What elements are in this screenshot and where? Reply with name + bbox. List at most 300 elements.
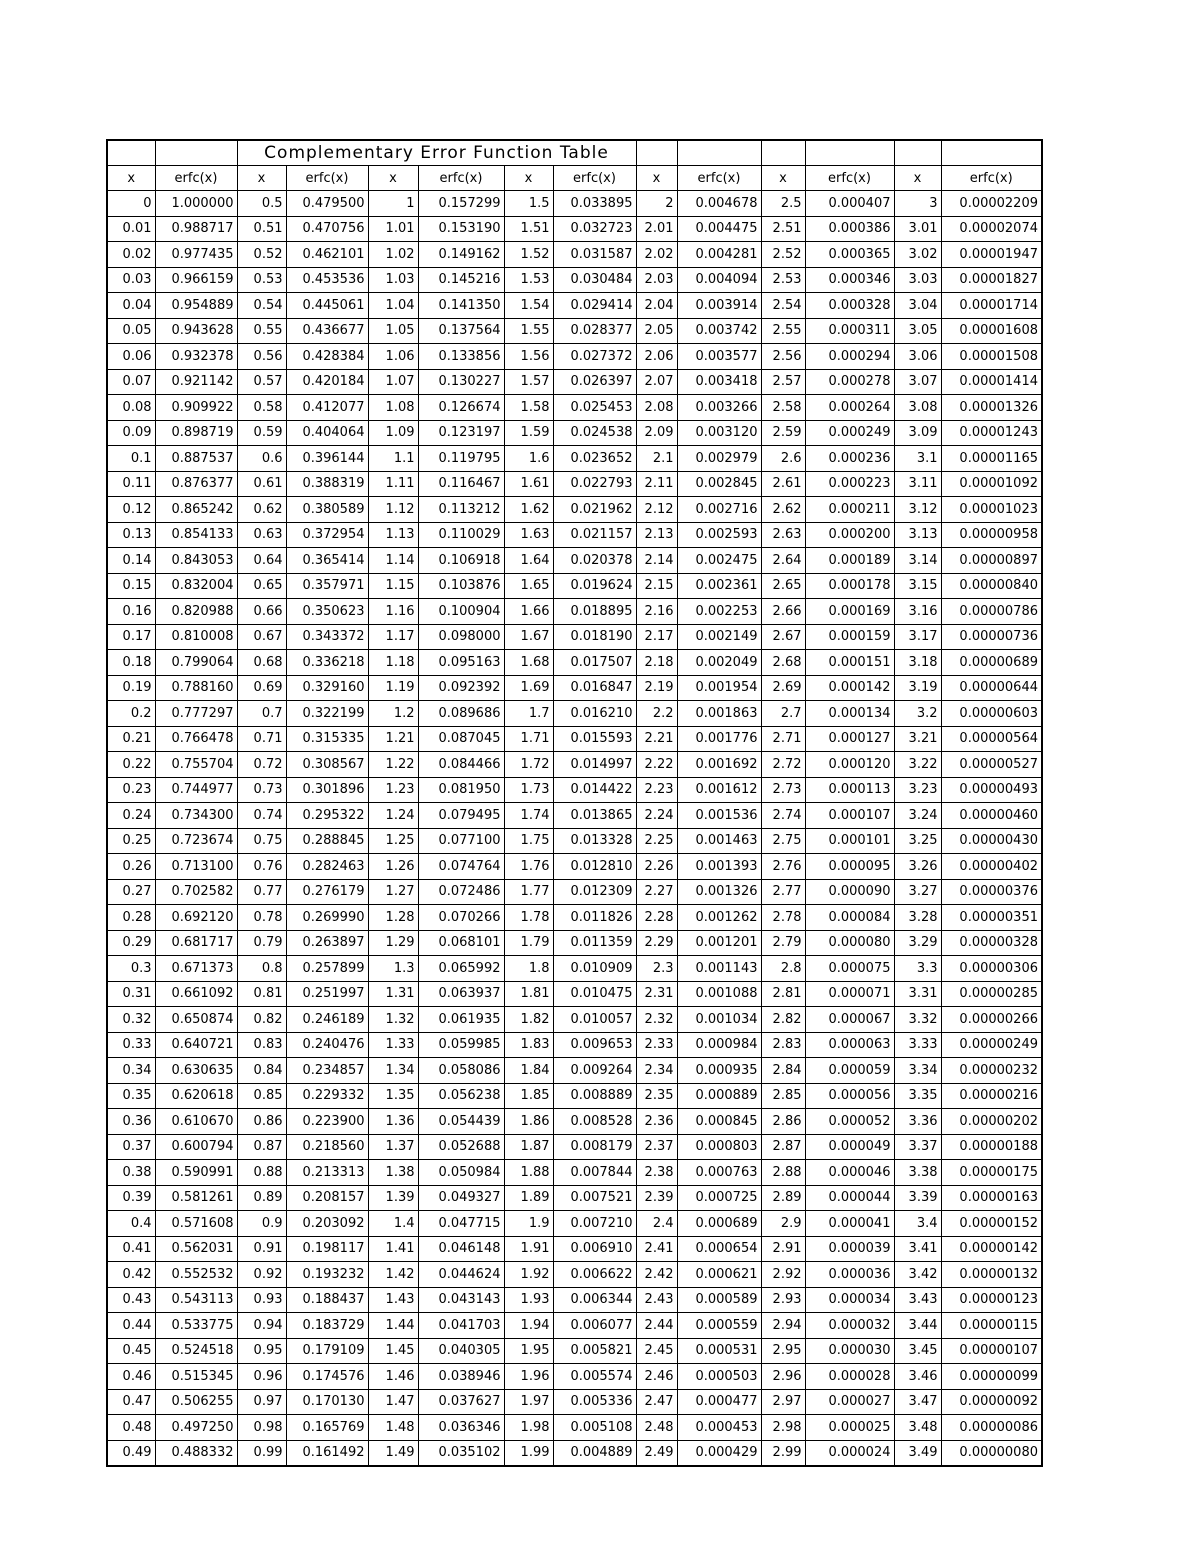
table-row	[107, 956, 1042, 982]
x-value-cell: 0.56	[237, 344, 286, 370]
erfc-value-cell: 0.329160	[286, 675, 368, 701]
erfc-value-cell: 0.029414	[553, 293, 636, 319]
x-value-cell: 1.64	[504, 548, 553, 574]
table-row	[107, 1262, 1042, 1288]
erfc-value-cell: 0.003266	[677, 395, 761, 421]
x-value-cell: 1.47	[368, 1389, 418, 1415]
x-value-cell: 2.72	[761, 752, 805, 778]
x-value-cell: 0.5	[237, 191, 286, 217]
erfc-value-cell: 0.00000430	[941, 828, 1042, 854]
x-value-cell: 0.25	[107, 828, 155, 854]
x-value-cell: 1.07	[368, 369, 418, 395]
erfc-value-cell: 0.350623	[286, 599, 368, 625]
x-value-cell: 0.78	[237, 905, 286, 931]
erfc-value-cell: 0.843053	[155, 548, 237, 574]
erfc-value-cell: 0.610670	[155, 1109, 237, 1135]
x-value-cell: 0.41	[107, 1236, 155, 1262]
x-value-cell: 0.17	[107, 624, 155, 650]
x-value-cell: 2.59	[761, 420, 805, 446]
erfc-value-cell: 0.009264	[553, 1058, 636, 1084]
x-value-cell: 0.11	[107, 471, 155, 497]
erfc-value-cell: 0.000249	[805, 420, 894, 446]
erfc-value-cell: 0.046148	[418, 1236, 504, 1262]
erfc-value-cell: 0.004281	[677, 242, 761, 268]
erfc-value-cell: 0.001536	[677, 803, 761, 829]
x-value-cell: 0.55	[237, 318, 286, 344]
x-value-cell: 0.14	[107, 548, 155, 574]
x-value-cell: 1.8	[504, 956, 553, 982]
erfc-value-cell: 0.002979	[677, 446, 761, 472]
x-value-cell: 1.17	[368, 624, 418, 650]
x-value-cell: 2.06	[636, 344, 677, 370]
erfc-value-cell: 0.008889	[553, 1083, 636, 1109]
erfc-value-cell: 0.001201	[677, 930, 761, 956]
erfc-value-cell: 0.755704	[155, 752, 237, 778]
erfc-value-cell: 0.000090	[805, 879, 894, 905]
x-value-cell: 3.3	[894, 956, 941, 982]
x-value-cell: 2.78	[761, 905, 805, 931]
x-value-cell: 2.98	[761, 1415, 805, 1441]
x-value-cell: 2.77	[761, 879, 805, 905]
x-value-cell: 1.99	[504, 1440, 553, 1466]
erfc-value-cell: 0.000178	[805, 573, 894, 599]
erfc-value-cell: 0.734300	[155, 803, 237, 829]
column-header: x	[107, 166, 155, 191]
erfc-value-cell: 0.092392	[418, 675, 504, 701]
x-value-cell: 1.86	[504, 1109, 553, 1135]
x-value-cell: 1.73	[504, 777, 553, 803]
x-value-cell: 0.43	[107, 1287, 155, 1313]
erfc-value-cell: 0.810008	[155, 624, 237, 650]
x-value-cell: 0.07	[107, 369, 155, 395]
erfc-value-cell: 0.025453	[553, 395, 636, 421]
x-value-cell: 1.56	[504, 344, 553, 370]
x-value-cell: 2.52	[761, 242, 805, 268]
erfc-value-cell: 0.004094	[677, 267, 761, 293]
erfc-value-cell: 0.058086	[418, 1058, 504, 1084]
x-value-cell: 3.31	[894, 981, 941, 1007]
erfc-value-cell: 0.050984	[418, 1160, 504, 1186]
x-value-cell: 2.1	[636, 446, 677, 472]
x-value-cell: 0.54	[237, 293, 286, 319]
x-value-cell: 0.32	[107, 1007, 155, 1033]
erfc-value-cell: 0.001262	[677, 905, 761, 931]
x-value-cell: 1.26	[368, 854, 418, 880]
x-value-cell: 1.06	[368, 344, 418, 370]
erfc-value-cell: 0.412077	[286, 395, 368, 421]
table-row	[107, 1313, 1042, 1339]
title-blank-cell	[636, 140, 677, 166]
erfc-value-cell: 0.00000266	[941, 1007, 1042, 1033]
table-row	[107, 1338, 1042, 1364]
x-value-cell: 2.18	[636, 650, 677, 676]
x-value-cell: 0.15	[107, 573, 155, 599]
title-row	[107, 140, 1042, 166]
erfc-value-cell: 0.000386	[805, 216, 894, 242]
erfc-value-cell: 0.552532	[155, 1262, 237, 1288]
erfc-value-cell: 0.954889	[155, 293, 237, 319]
erfc-value-cell: 0.037627	[418, 1389, 504, 1415]
x-value-cell: 2.38	[636, 1160, 677, 1186]
erfc-value-cell: 0.590991	[155, 1160, 237, 1186]
erfc-value-cell: 0.000311	[805, 318, 894, 344]
x-value-cell: 2.64	[761, 548, 805, 574]
erfc-value-cell: 0.223900	[286, 1109, 368, 1135]
erfc-value-cell: 0.009653	[553, 1032, 636, 1058]
erfc-value-cell: 0.000084	[805, 905, 894, 931]
erfc-value-cell: 0.000845	[677, 1109, 761, 1135]
x-value-cell: 2.47	[636, 1389, 677, 1415]
erfc-value-cell: 0.00001165	[941, 446, 1042, 472]
header-row	[107, 166, 1042, 191]
x-value-cell: 2.66	[761, 599, 805, 625]
x-value-cell: 3.4	[894, 1211, 941, 1237]
erfc-value-cell: 0.000589	[677, 1287, 761, 1313]
table-row	[107, 242, 1042, 268]
table-row	[107, 471, 1042, 497]
table-row	[107, 191, 1042, 217]
erfc-value-cell: 0.00000142	[941, 1236, 1042, 1262]
erfc-value-cell: 0.021157	[553, 522, 636, 548]
x-value-cell: 3.49	[894, 1440, 941, 1466]
erfc-value-cell: 0.000046	[805, 1160, 894, 1186]
erfc-value-cell: 0.183729	[286, 1313, 368, 1339]
x-value-cell: 0.33	[107, 1032, 155, 1058]
x-value-cell: 3.46	[894, 1364, 941, 1390]
erfc-value-cell: 0.00000086	[941, 1415, 1042, 1441]
erfc-value-cell: 0.229332	[286, 1083, 368, 1109]
erfc-value-cell: 0.110029	[418, 522, 504, 548]
x-value-cell: 0.99	[237, 1440, 286, 1466]
column-header: x	[504, 166, 553, 191]
table-row	[107, 1032, 1042, 1058]
title-blank-cell	[894, 140, 941, 166]
erfc-value-cell: 0.137564	[418, 318, 504, 344]
x-value-cell: 3.45	[894, 1338, 941, 1364]
x-value-cell: 1.77	[504, 879, 553, 905]
erfc-value-cell: 0.000059	[805, 1058, 894, 1084]
erfc-value-cell: 0.000107	[805, 803, 894, 829]
table-row	[107, 1389, 1042, 1415]
x-value-cell: 2.3	[636, 956, 677, 982]
erfc-value-cell: 0.000071	[805, 981, 894, 1007]
x-value-cell: 0.45	[107, 1338, 155, 1364]
x-value-cell: 2.71	[761, 726, 805, 752]
erfc-value-cell: 0.00000493	[941, 777, 1042, 803]
table-row	[107, 522, 1042, 548]
erfc-value-cell: 0.00000188	[941, 1134, 1042, 1160]
erfc-value-cell: 0.015593	[553, 726, 636, 752]
erfc-value-cell: 0.00000080	[941, 1440, 1042, 1466]
erfc-value-cell: 0.00000527	[941, 752, 1042, 778]
erfc-value-cell: 0.026397	[553, 369, 636, 395]
erfc-value-cell: 0.420184	[286, 369, 368, 395]
erfc-value-cell: 0.033895	[553, 191, 636, 217]
erfc-value-cell: 0.00000107	[941, 1338, 1042, 1364]
x-value-cell: 1.84	[504, 1058, 553, 1084]
erfc-value-cell: 0.014997	[553, 752, 636, 778]
erfc-value-cell: 0.00001714	[941, 293, 1042, 319]
erfc-value-cell: 0.089686	[418, 701, 504, 727]
erfc-value-cell: 0.001143	[677, 956, 761, 982]
erfc-value-cell: 0.000621	[677, 1262, 761, 1288]
x-value-cell: 3.06	[894, 344, 941, 370]
erfc-value-cell: 0.671373	[155, 956, 237, 982]
x-value-cell: 0.23	[107, 777, 155, 803]
erfc-value-cell: 0.019624	[553, 573, 636, 599]
x-value-cell: 0.13	[107, 522, 155, 548]
erfc-value-cell: 0.043143	[418, 1287, 504, 1313]
x-value-cell: 2.35	[636, 1083, 677, 1109]
x-value-cell: 3.26	[894, 854, 941, 880]
title-blank-cell	[677, 140, 761, 166]
x-value-cell: 1.96	[504, 1364, 553, 1390]
table-row	[107, 420, 1042, 446]
erfc-value-cell: 0.00000897	[941, 548, 1042, 574]
x-value-cell: 1.48	[368, 1415, 418, 1441]
x-value-cell: 1.76	[504, 854, 553, 880]
erfc-value-cell: 0.571608	[155, 1211, 237, 1237]
table-row	[107, 930, 1042, 956]
x-value-cell: 2.63	[761, 522, 805, 548]
x-value-cell: 2.6	[761, 446, 805, 472]
erfc-value-cell: 0.887537	[155, 446, 237, 472]
erfc-value-cell: 0.010475	[553, 981, 636, 1007]
table-row	[107, 701, 1042, 727]
column-header: x	[237, 166, 286, 191]
x-value-cell: 0.62	[237, 497, 286, 523]
erfc-value-cell: 0.00000175	[941, 1160, 1042, 1186]
x-value-cell: 1.43	[368, 1287, 418, 1313]
x-value-cell: 1.14	[368, 548, 418, 574]
x-value-cell: 1.63	[504, 522, 553, 548]
erfc-value-cell: 0.000223	[805, 471, 894, 497]
x-value-cell: 3	[894, 191, 941, 217]
x-value-cell: 1.69	[504, 675, 553, 701]
x-value-cell: 2.03	[636, 267, 677, 293]
erfc-value-cell: 0.001612	[677, 777, 761, 803]
x-value-cell: 0.37	[107, 1134, 155, 1160]
x-value-cell: 2.34	[636, 1058, 677, 1084]
x-value-cell: 2.05	[636, 318, 677, 344]
erfc-value-cell: 0.002361	[677, 573, 761, 599]
erfc-value-cell: 0.001326	[677, 879, 761, 905]
erfc-value-cell: 0.488332	[155, 1440, 237, 1466]
erfc-value-cell: 0.000151	[805, 650, 894, 676]
table-row	[107, 1211, 1042, 1237]
x-value-cell: 3.42	[894, 1262, 941, 1288]
erfc-value-cell: 0.157299	[418, 191, 504, 217]
x-value-cell: 0.91	[237, 1236, 286, 1262]
erfc-value-cell: 0.036346	[418, 1415, 504, 1441]
x-value-cell: 0.09	[107, 420, 155, 446]
x-value-cell: 2.8	[761, 956, 805, 982]
x-value-cell: 1.39	[368, 1185, 418, 1211]
x-value-cell: 1.61	[504, 471, 553, 497]
erfc-value-cell: 0.932378	[155, 344, 237, 370]
erfc-value-cell: 0.010909	[553, 956, 636, 982]
x-value-cell: 3.38	[894, 1160, 941, 1186]
x-value-cell: 3.48	[894, 1415, 941, 1441]
x-value-cell: 2.07	[636, 369, 677, 395]
erfc-value-cell: 0.123197	[418, 420, 504, 446]
x-value-cell: 2.5	[761, 191, 805, 217]
x-value-cell: 0.84	[237, 1058, 286, 1084]
x-value-cell: 0.51	[237, 216, 286, 242]
column-header: x	[368, 166, 418, 191]
x-value-cell: 0.71	[237, 726, 286, 752]
erfc-value-cell: 0.054439	[418, 1109, 504, 1135]
erfc-value-cell: 0.001034	[677, 1007, 761, 1033]
x-value-cell: 0.12	[107, 497, 155, 523]
x-value-cell: 1.75	[504, 828, 553, 854]
x-value-cell: 0.9	[237, 1211, 286, 1237]
erfc-value-cell: 0.000056	[805, 1083, 894, 1109]
erfc-value-cell: 0.00001608	[941, 318, 1042, 344]
x-value-cell: 3.21	[894, 726, 941, 752]
x-value-cell: 1.32	[368, 1007, 418, 1033]
x-value-cell: 0.82	[237, 1007, 286, 1033]
column-header: x	[761, 166, 805, 191]
x-value-cell: 3.24	[894, 803, 941, 829]
erfc-value-cell: 0.00000958	[941, 522, 1042, 548]
erfc-value-cell: 0.095163	[418, 650, 504, 676]
x-value-cell: 1.41	[368, 1236, 418, 1262]
x-value-cell: 0.75	[237, 828, 286, 854]
x-value-cell: 2.87	[761, 1134, 805, 1160]
x-value-cell: 2.51	[761, 216, 805, 242]
x-value-cell: 2.14	[636, 548, 677, 574]
x-value-cell: 1.7	[504, 701, 553, 727]
erfc-value-cell: 0.198117	[286, 1236, 368, 1262]
x-value-cell: 1.02	[368, 242, 418, 268]
erfc-value-cell: 0.388319	[286, 471, 368, 497]
x-value-cell: 0.68	[237, 650, 286, 676]
x-value-cell: 1.68	[504, 650, 553, 676]
x-value-cell: 0.36	[107, 1109, 155, 1135]
x-value-cell: 2.37	[636, 1134, 677, 1160]
erfc-value-cell: 0.000211	[805, 497, 894, 523]
erfc-value-cell: 0.000030	[805, 1338, 894, 1364]
x-value-cell: 1.88	[504, 1160, 553, 1186]
erfc-value-cell: 0.000803	[677, 1134, 761, 1160]
x-value-cell: 0.65	[237, 573, 286, 599]
table-row	[107, 1185, 1042, 1211]
erfc-value-cell: 0.004678	[677, 191, 761, 217]
x-value-cell: 1.33	[368, 1032, 418, 1058]
x-value-cell: 1.4	[368, 1211, 418, 1237]
erfc-value-cell: 0.116467	[418, 471, 504, 497]
erfc-value-cell: 0.008179	[553, 1134, 636, 1160]
erfc-value-cell: 0.453536	[286, 267, 368, 293]
erfc-value-cell: 0.000264	[805, 395, 894, 421]
erfc-value-cell: 0.003742	[677, 318, 761, 344]
erfc-value-cell: 0.063937	[418, 981, 504, 1007]
x-value-cell: 0.19	[107, 675, 155, 701]
x-value-cell: 1.29	[368, 930, 418, 956]
erfc-value-cell: 0.000984	[677, 1032, 761, 1058]
erfc-value-cell: 0.00001414	[941, 369, 1042, 395]
erfc-value-cell: 0.130227	[418, 369, 504, 395]
x-value-cell: 0.44	[107, 1313, 155, 1339]
x-value-cell: 2.26	[636, 854, 677, 880]
column-header: x	[894, 166, 941, 191]
x-value-cell: 1.54	[504, 293, 553, 319]
erfc-value-cell: 0.007210	[553, 1211, 636, 1237]
erfc-value-cell: 0.000025	[805, 1415, 894, 1441]
erfc-value-cell: 0.365414	[286, 548, 368, 574]
erfc-value-cell: 0.380589	[286, 497, 368, 523]
x-value-cell: 0.1	[107, 446, 155, 472]
erfc-value-cell: 0.003120	[677, 420, 761, 446]
erfc-value-cell: 0.077100	[418, 828, 504, 854]
table-row	[107, 267, 1042, 293]
x-value-cell: 2.83	[761, 1032, 805, 1058]
erfc-value-cell: 0.00000402	[941, 854, 1042, 880]
x-value-cell: 0.69	[237, 675, 286, 701]
x-value-cell: 0.76	[237, 854, 286, 880]
x-value-cell: 3.12	[894, 497, 941, 523]
x-value-cell: 0.18	[107, 650, 155, 676]
x-value-cell: 1.18	[368, 650, 418, 676]
erfc-value-cell: 0.119795	[418, 446, 504, 472]
erfc-value-cell: 0.040305	[418, 1338, 504, 1364]
x-value-cell: 2.85	[761, 1083, 805, 1109]
x-value-cell: 2.48	[636, 1415, 677, 1441]
erfc-value-cell: 0.047715	[418, 1211, 504, 1237]
x-value-cell: 0.98	[237, 1415, 286, 1441]
erfc-value-cell: 0.084466	[418, 752, 504, 778]
x-value-cell: 1.04	[368, 293, 418, 319]
x-value-cell: 0.86	[237, 1109, 286, 1135]
erfc-value-cell: 0.620618	[155, 1083, 237, 1109]
x-value-cell: 0.57	[237, 369, 286, 395]
x-value-cell: 1.67	[504, 624, 553, 650]
erfc-value-cell: 0.00002074	[941, 216, 1042, 242]
erfc-value-cell: 0.00000840	[941, 573, 1042, 599]
erfc-value-cell: 0.000080	[805, 930, 894, 956]
x-value-cell: 1.38	[368, 1160, 418, 1186]
x-value-cell: 2.39	[636, 1185, 677, 1211]
x-value-cell: 1.5	[504, 191, 553, 217]
erfc-value-cell: 0.098000	[418, 624, 504, 650]
erfc-value-cell: 0.000067	[805, 1007, 894, 1033]
erfc-value-cell: 0.00000328	[941, 930, 1042, 956]
table-row	[107, 1364, 1042, 1390]
x-value-cell: 1.05	[368, 318, 418, 344]
erfc-value-cell: 0.00001243	[941, 420, 1042, 446]
erfc-value-cell: 0.021962	[553, 497, 636, 523]
x-value-cell: 0.66	[237, 599, 286, 625]
erfc-value-cell: 0.301896	[286, 777, 368, 803]
x-value-cell: 1.81	[504, 981, 553, 1007]
x-value-cell: 1.11	[368, 471, 418, 497]
table-row	[107, 446, 1042, 472]
table-row	[107, 981, 1042, 1007]
erfc-value-cell: 0.133856	[418, 344, 504, 370]
column-header: erfc(x)	[286, 166, 368, 191]
erfc-value-cell: 0.059985	[418, 1032, 504, 1058]
erfc-value-cell: 0.876377	[155, 471, 237, 497]
erfc-value-cell: 0.000120	[805, 752, 894, 778]
x-value-cell: 2.92	[761, 1262, 805, 1288]
erfc-value-cell: 0.506255	[155, 1389, 237, 1415]
erfc-value-cell: 0.000328	[805, 293, 894, 319]
x-value-cell: 1.23	[368, 777, 418, 803]
x-value-cell: 0.34	[107, 1058, 155, 1084]
erfc-value-cell: 0.000159	[805, 624, 894, 650]
x-value-cell: 0.58	[237, 395, 286, 421]
